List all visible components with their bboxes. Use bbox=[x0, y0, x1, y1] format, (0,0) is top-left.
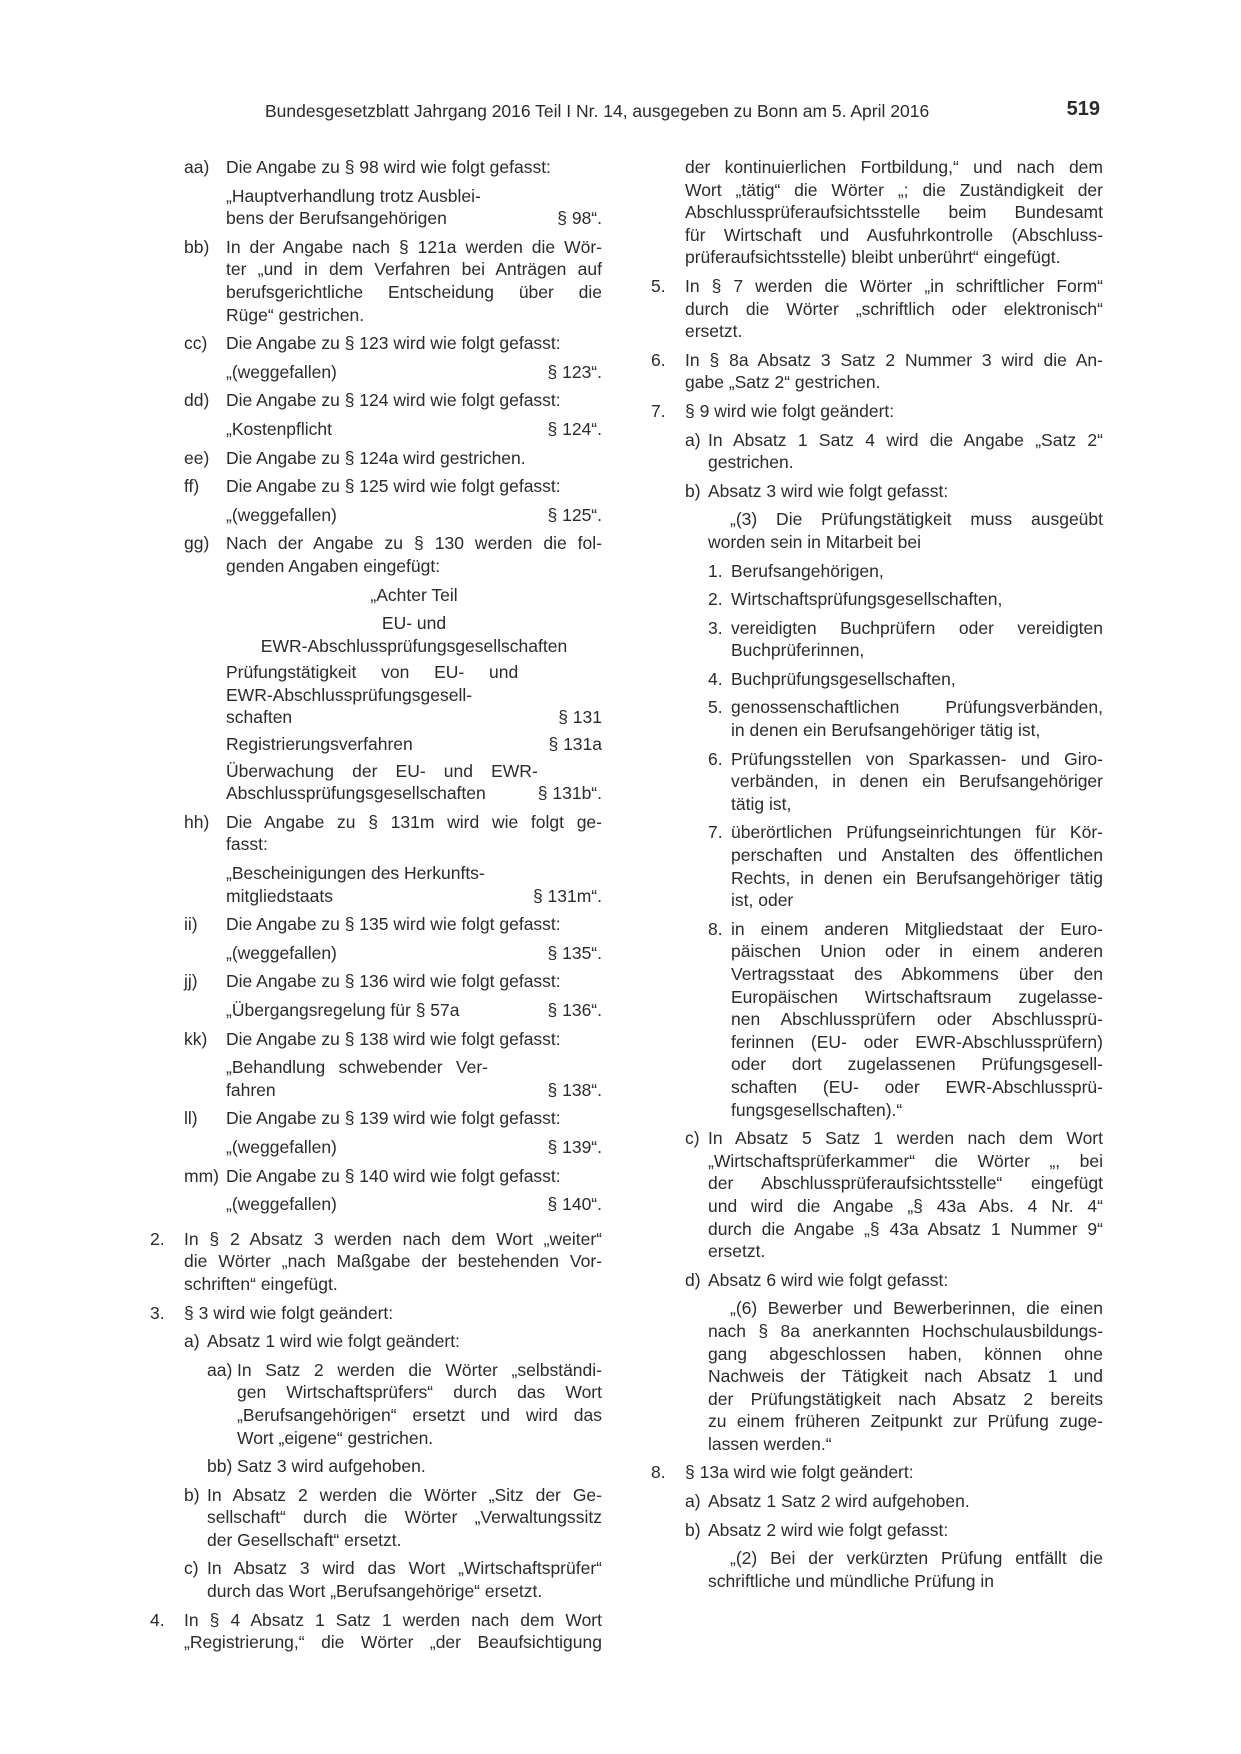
item-number: bb) bbox=[207, 1456, 233, 1477]
item-text: Absatz 1 wird wie folgt geändert: bbox=[207, 1331, 460, 1352]
list-item bbox=[708, 668, 1103, 691]
item-text: § 9 wird wie folgt geändert: bbox=[685, 400, 895, 421]
text-line: ist, oder bbox=[731, 890, 794, 911]
item-5 bbox=[651, 275, 1103, 343]
text-line: verbänden, in denen ein Berufsangehöriger bbox=[731, 771, 1103, 792]
quote-line: „(2) Bei der verkürzten Prüfung entfällt die bbox=[730, 1548, 1103, 1569]
header-title: Bundesgesetzblatt Jahrgang 2016 Teil I Nr. 14, ausgegeben zu Bonn am 5. April 2016 bbox=[265, 101, 930, 121]
quote-line: schaften bbox=[226, 707, 293, 728]
item-number: 7. bbox=[651, 400, 666, 421]
item-kk bbox=[150, 1028, 602, 1051]
quote-line: „(weggefallen) bbox=[226, 1194, 337, 1215]
item-number: b) bbox=[184, 1484, 200, 1505]
text-line: in einem anderen Mitgliedstaat der Euro- bbox=[731, 918, 1103, 939]
quote-line: Prüfungstätigkeit von EU- und bbox=[226, 662, 519, 683]
item-7c bbox=[685, 1127, 1103, 1263]
section-ref: § 123“. bbox=[547, 361, 602, 382]
text-line: In § 4 Absatz 1 Satz 1 werden nach dem Wort bbox=[184, 1609, 602, 1630]
text-line: Wort „tätig“ die Wörter „; die Zuständigkeit der bbox=[685, 179, 1103, 200]
item-number: cc) bbox=[184, 333, 208, 354]
item-ii bbox=[150, 913, 602, 936]
text-line: Europäischen Wirtschaftsraum zugelasse- bbox=[731, 986, 1103, 1007]
item-text: Die Angabe zu § 140 wird wie folgt gefasst: bbox=[226, 1165, 561, 1186]
item-bb bbox=[150, 236, 602, 326]
quote-line: „(3) Die Prüfungstätigkeit muss ausgeübt bbox=[730, 509, 1103, 530]
item-aa bbox=[150, 156, 602, 179]
item-text: Die Angabe zu § 98 wird wie folgt gefasst: bbox=[226, 157, 551, 177]
list-item bbox=[708, 617, 1103, 662]
quote-block bbox=[226, 185, 602, 230]
text-line: genossenschaftlichen Prüfungsverbänden, bbox=[731, 697, 1103, 718]
item-3 bbox=[150, 1302, 602, 1325]
item-cc bbox=[150, 332, 602, 355]
quote-line: „(weggefallen) bbox=[226, 1136, 337, 1157]
item-text: Satz 3 wird aufgehoben. bbox=[237, 1456, 426, 1477]
item-number: hh) bbox=[184, 811, 210, 832]
quote-line: der Prüfungstätigkeit nach Absatz 2 bereits bbox=[708, 1388, 1103, 1409]
item-number: 3. bbox=[150, 1302, 165, 1323]
item-number: b) bbox=[685, 480, 701, 501]
text-line: perschaften und Anstalten des öffentlichen bbox=[731, 845, 1103, 866]
item-number: 6. bbox=[708, 748, 723, 769]
item-3a bbox=[184, 1330, 602, 1353]
text-line: für Wirtschaft und Ausfuhrkontrolle (Abschluss- bbox=[685, 224, 1103, 245]
text-line: gen Wirtschaftsprüfers“ durch das Wort bbox=[237, 1382, 602, 1403]
text-line: überörtlichen Prüfungseinrichtungen für Kör- bbox=[731, 822, 1103, 843]
item-text: Die Angabe zu § 136 wird wie folgt gefasst: bbox=[226, 971, 561, 992]
text-line: Abschlussprüferaufsichtsstelle beim Bundesamt bbox=[685, 202, 1103, 223]
text-line: ersetzt. bbox=[708, 1241, 766, 1262]
item-dd bbox=[150, 389, 602, 412]
item-number: kk) bbox=[184, 1028, 208, 1049]
section-ref: § 140“. bbox=[547, 1194, 602, 1215]
text-line: der Abschlussprüferaufsichtsstelle“ eingefügt bbox=[708, 1173, 1103, 1194]
item-number: 8. bbox=[708, 918, 723, 939]
item-3c bbox=[184, 1557, 602, 1602]
item-text: Die Angabe zu § 135 wird wie folgt gefasst: bbox=[226, 914, 561, 935]
item-number: a) bbox=[184, 1331, 200, 1352]
text-line: In Absatz 3 wird das Wort „Wirtschaftsprüfer“ bbox=[207, 1558, 602, 1579]
text-line: und wird die Angabe „§ 43a Abs. 4 Nr. 4“ bbox=[708, 1195, 1103, 1216]
quote-line: schriftliche und mündliche Prüfung in bbox=[708, 1570, 994, 1591]
quote-line: „Behandlung schwebender Ver- bbox=[226, 1057, 488, 1078]
text-line: In § 7 werden die Wörter „in schriftlicher Form“ bbox=[685, 275, 1103, 296]
quote-line: lassen werden.“ bbox=[708, 1433, 832, 1454]
section-ref: § 138“. bbox=[547, 1079, 602, 1100]
section-ref: § 136“. bbox=[547, 1000, 602, 1020]
item-number: 5. bbox=[708, 697, 723, 718]
text-line: der Gesellschaft“ ersetzt. bbox=[207, 1529, 402, 1550]
quote-line: „(weggefallen) bbox=[226, 504, 337, 525]
text-line: In Absatz 1 Satz 4 wird die Angabe „Satz 2“ bbox=[708, 429, 1103, 450]
text-line: In § 2 Absatz 3 werden nach dem Wort „weiter“ bbox=[184, 1228, 602, 1249]
item-text: Absatz 1 Satz 2 wird aufgehoben. bbox=[708, 1491, 970, 1512]
item-number: 1. bbox=[708, 560, 723, 581]
quote-line: zu einem früheren Zeitpunkt zur Prüfung zuge- bbox=[708, 1411, 1103, 1432]
right-column bbox=[651, 156, 1103, 1598]
text-line: „Wirtschaftsprüferkammer“ die Wörter „, bei bbox=[708, 1150, 1103, 1171]
text-line: durch die Angabe „§ 43a Absatz 1 Nummer 9“ bbox=[708, 1218, 1103, 1239]
part-subheading: EU- und bbox=[381, 613, 447, 634]
item-8b bbox=[685, 1519, 1103, 1542]
item-text: Die Angabe zu § 123 wird wie folgt gefasst: bbox=[226, 333, 561, 354]
item-number: dd) bbox=[184, 390, 210, 411]
text-line: oder dort zugelassenen Prüfungsgesell- bbox=[731, 1054, 1103, 1075]
section-ref: § 131m“. bbox=[532, 885, 602, 906]
item-7b bbox=[685, 480, 1103, 503]
item-7d bbox=[685, 1269, 1103, 1292]
text-line: berufsgerichtliche Entscheidung über die bbox=[226, 281, 602, 302]
item-number: a) bbox=[685, 1491, 701, 1512]
item-jj bbox=[150, 970, 602, 993]
item-number: 3. bbox=[708, 617, 723, 638]
item-number: bb) bbox=[184, 236, 210, 257]
quote-block bbox=[708, 1547, 1103, 1592]
text-line: „Berufsangehörigen“ ersetzt und wird das bbox=[237, 1404, 602, 1425]
quote-line: „(weggefallen) bbox=[226, 361, 337, 382]
list-item bbox=[708, 588, 1103, 611]
item-2 bbox=[150, 1228, 602, 1296]
item-number: 8. bbox=[651, 1462, 666, 1483]
item-number: 2. bbox=[708, 589, 723, 610]
item-4 bbox=[150, 1609, 602, 1654]
item-text: Die Angabe zu § 124 wird wie folgt gefasst: bbox=[226, 390, 561, 411]
text-line: päischen Union oder in einem anderen bbox=[731, 941, 1103, 962]
section-ref: § 125“. bbox=[547, 504, 602, 525]
quote-line: „Übergangsregelung für § 57a bbox=[226, 1000, 460, 1020]
quote-line: mitgliedstaats bbox=[226, 885, 333, 906]
text-line: Nach der Angabe zu § 130 werden die fol- bbox=[226, 533, 602, 554]
text-line: ter „und in dem Verfahren bei Anträgen auf bbox=[226, 259, 602, 280]
quote-line: worden sein in Mitarbeit bei bbox=[708, 531, 922, 552]
quote-line: Registrierungsverfahren bbox=[226, 734, 413, 755]
text-line: In Satz 2 werden die Wörter „selbständi- bbox=[237, 1359, 602, 1380]
quote-line: bens der Berufsangehörigen bbox=[226, 208, 447, 229]
left-column bbox=[150, 156, 602, 1660]
quote-line: „Bescheinigungen des Herkunfts- bbox=[226, 863, 485, 884]
item-3b bbox=[184, 1484, 602, 1552]
list-item bbox=[708, 821, 1103, 911]
item-ll bbox=[150, 1107, 602, 1130]
quote-line: Überwachung der EU- und EWR- bbox=[226, 760, 538, 781]
text-line: „Registrierung,“ die Wörter „der Beaufsichtigung bbox=[184, 1632, 602, 1653]
text-line: durch das Wort „Berufsangehörige“ ersetzt. bbox=[207, 1581, 543, 1602]
item-number: 4. bbox=[708, 668, 723, 689]
item-number: ii) bbox=[184, 914, 198, 935]
item-7 bbox=[651, 400, 1103, 423]
text-line: In Absatz 2 werden die Wörter „Sitz der Ge- bbox=[207, 1484, 602, 1505]
item-number: jj) bbox=[184, 971, 198, 992]
item-7a bbox=[685, 429, 1103, 474]
item-number: d) bbox=[685, 1269, 701, 1290]
item-text: Die Angabe zu § 139 wird wie folgt gefasst: bbox=[226, 1108, 561, 1129]
text-line: prüferaufsichtsstelle) bleibt unberührt“ eingefügt. bbox=[685, 247, 1061, 268]
part-heading: „Achter Teil bbox=[370, 584, 458, 605]
item-8a bbox=[685, 1490, 1103, 1513]
item-number: c) bbox=[685, 1128, 700, 1149]
item-text: Absatz 2 wird wie folgt gefasst: bbox=[708, 1519, 949, 1540]
quote-line: fahren bbox=[226, 1079, 276, 1100]
item-number: ll) bbox=[184, 1108, 198, 1129]
text-line: der kontinuierlichen Fortbildung,“ und nach dem bbox=[685, 157, 1103, 177]
item-hh bbox=[150, 811, 602, 856]
part-subheading: EWR-Abschlussprüfungsgesellschaften bbox=[260, 635, 568, 656]
item-number: 5. bbox=[651, 275, 666, 296]
section-ref: § 124“. bbox=[547, 418, 602, 439]
list-item bbox=[708, 560, 1103, 583]
quote-line: „(6) Bewerber und Bewerberinnen, die einen bbox=[730, 1298, 1103, 1319]
section-ref: § 131 bbox=[558, 707, 602, 728]
quote-line: Abschlussprüfungsgesellschaften bbox=[226, 783, 486, 804]
item-number: a) bbox=[685, 429, 701, 450]
text-line: tätig ist, bbox=[731, 793, 792, 814]
list-item bbox=[708, 918, 1103, 1121]
quote-line: „(weggefallen) bbox=[226, 942, 337, 963]
list-item bbox=[708, 696, 1103, 741]
quote-block bbox=[226, 584, 602, 805]
text-line: vereidigten Buchprüfern oder vereidigten bbox=[731, 617, 1103, 638]
item-8 bbox=[651, 1461, 1103, 1484]
item-number: c) bbox=[184, 1558, 199, 1579]
item-gg bbox=[150, 532, 602, 577]
item-number: gg) bbox=[184, 533, 210, 554]
item-number: 4. bbox=[150, 1609, 165, 1630]
list-item bbox=[708, 748, 1103, 816]
text-line: Buchprüfungsgesellschaften, bbox=[731, 668, 956, 689]
quote-line: gang abgeschlossen haben, können ohne bbox=[708, 1343, 1103, 1364]
item-text: Die Angabe zu § 125 wird wie folgt gefasst: bbox=[226, 476, 561, 497]
text-line: in denen ein Berufsangehöriger tätig ist, bbox=[731, 720, 1041, 741]
page-number: 519 bbox=[1066, 98, 1100, 120]
item-number: 2. bbox=[150, 1228, 165, 1249]
item-text: Absatz 6 wird wie folgt gefasst: bbox=[708, 1269, 949, 1290]
quote-line: EWR-Abschlussprüfungsgesell- bbox=[226, 684, 473, 705]
text-line: Prüfungsstellen von Sparkassen- und Giro- bbox=[731, 748, 1103, 769]
text-line: Wort „eigene“ gestrichen. bbox=[237, 1427, 434, 1448]
text-line: sellschaft“ durch die Wörter „Verwaltungssitz bbox=[207, 1507, 602, 1528]
item-number: mm) bbox=[184, 1165, 219, 1186]
item-text: Die Angabe zu § 138 wird wie folgt gefasst: bbox=[226, 1028, 561, 1049]
text-line: Rechts, in denen ein Berufsangehöriger tätig bbox=[731, 867, 1103, 888]
section-ref: § 98“. bbox=[557, 208, 602, 229]
section-ref: § 131a bbox=[548, 734, 602, 755]
item-number: ee) bbox=[184, 447, 210, 468]
item-text: § 3 wird wie folgt geändert: bbox=[184, 1302, 394, 1323]
text-line: In § 8a Absatz 3 Satz 2 Nummer 3 wird die An- bbox=[685, 349, 1103, 370]
section-ref: § 135“. bbox=[547, 942, 602, 963]
quote-block bbox=[708, 1297, 1103, 1455]
item-mm bbox=[150, 1165, 602, 1188]
section-ref: § 131b“. bbox=[537, 783, 602, 804]
text-line: Wirtschaftsprüfungsgesellschaften, bbox=[731, 589, 1003, 610]
text-line: schaften (EU- oder EWR-Abschlussprü- bbox=[731, 1076, 1103, 1097]
text-line: gestrichen. bbox=[708, 452, 794, 473]
text-line: In der Angabe nach § 121a werden die Wör- bbox=[226, 236, 602, 257]
item-4-continued bbox=[651, 156, 1103, 269]
quote-line: „Kostenpflicht bbox=[226, 418, 333, 439]
item-6 bbox=[651, 349, 1103, 394]
item-text: § 13a wird wie folgt geändert: bbox=[685, 1462, 914, 1483]
text-line: fasst: bbox=[226, 834, 268, 855]
item-number: ff) bbox=[184, 476, 200, 497]
item-number: b) bbox=[685, 1519, 701, 1540]
item-text: Absatz 3 wird wie folgt gefasst: bbox=[708, 480, 949, 501]
text-line: durch die Wörter „schriftlich oder elektronisch“ bbox=[685, 298, 1103, 319]
text-line: nen Abschlussprüfern oder Abschlussprü- bbox=[731, 1009, 1103, 1030]
item-ee bbox=[150, 447, 602, 470]
text-line: In Absatz 5 Satz 1 werden nach dem Wort bbox=[708, 1128, 1103, 1149]
item-text: Die Angabe zu § 124a wird gestrichen. bbox=[226, 447, 526, 468]
text-line: Die Angabe zu § 131m wird wie folgt ge- bbox=[226, 811, 602, 832]
text-line: gabe „Satz 2“ gestrichen. bbox=[685, 372, 881, 393]
quote-line: „Hauptverhandlung trotz Ausblei- bbox=[226, 185, 481, 206]
text-line: Rüge“ gestrichen. bbox=[226, 304, 365, 325]
item-number: aa) bbox=[207, 1359, 233, 1380]
text-line: genden Angaben eingefügt: bbox=[226, 555, 441, 576]
item-number: 7. bbox=[708, 822, 723, 843]
item-number: 6. bbox=[651, 349, 666, 370]
text-line: Berufsangehörigen, bbox=[731, 560, 884, 581]
item-number: aa) bbox=[184, 157, 210, 177]
text-line: Buchprüferinnen, bbox=[731, 640, 865, 661]
item-3a-aa bbox=[207, 1359, 602, 1449]
text-line: fungsgesellschaften).“ bbox=[731, 1099, 903, 1120]
text-line: ersetzt. bbox=[685, 321, 743, 342]
item-ff bbox=[150, 475, 602, 498]
item-3a-bb bbox=[207, 1455, 602, 1478]
text-line: die Wörter „nach Maßgabe der bestehenden Vor- bbox=[184, 1251, 602, 1272]
quote-line: nach § 8a anerkannten Hochschulausbildungs- bbox=[708, 1320, 1103, 1341]
section-ref: § 139“. bbox=[547, 1136, 602, 1157]
quote-line: Nachweis der Tätigkeit nach Absatz 1 und bbox=[708, 1366, 1103, 1387]
quote-block bbox=[708, 508, 1103, 553]
text-line: Vertragsstaat des Abkommens über den bbox=[731, 964, 1103, 984]
page-header bbox=[265, 100, 1100, 126]
text-line: ferinnen (EU- oder EWR-Abschlussprüfern) bbox=[731, 1031, 1103, 1052]
text-line: schriften“ eingefügt. bbox=[184, 1273, 338, 1294]
